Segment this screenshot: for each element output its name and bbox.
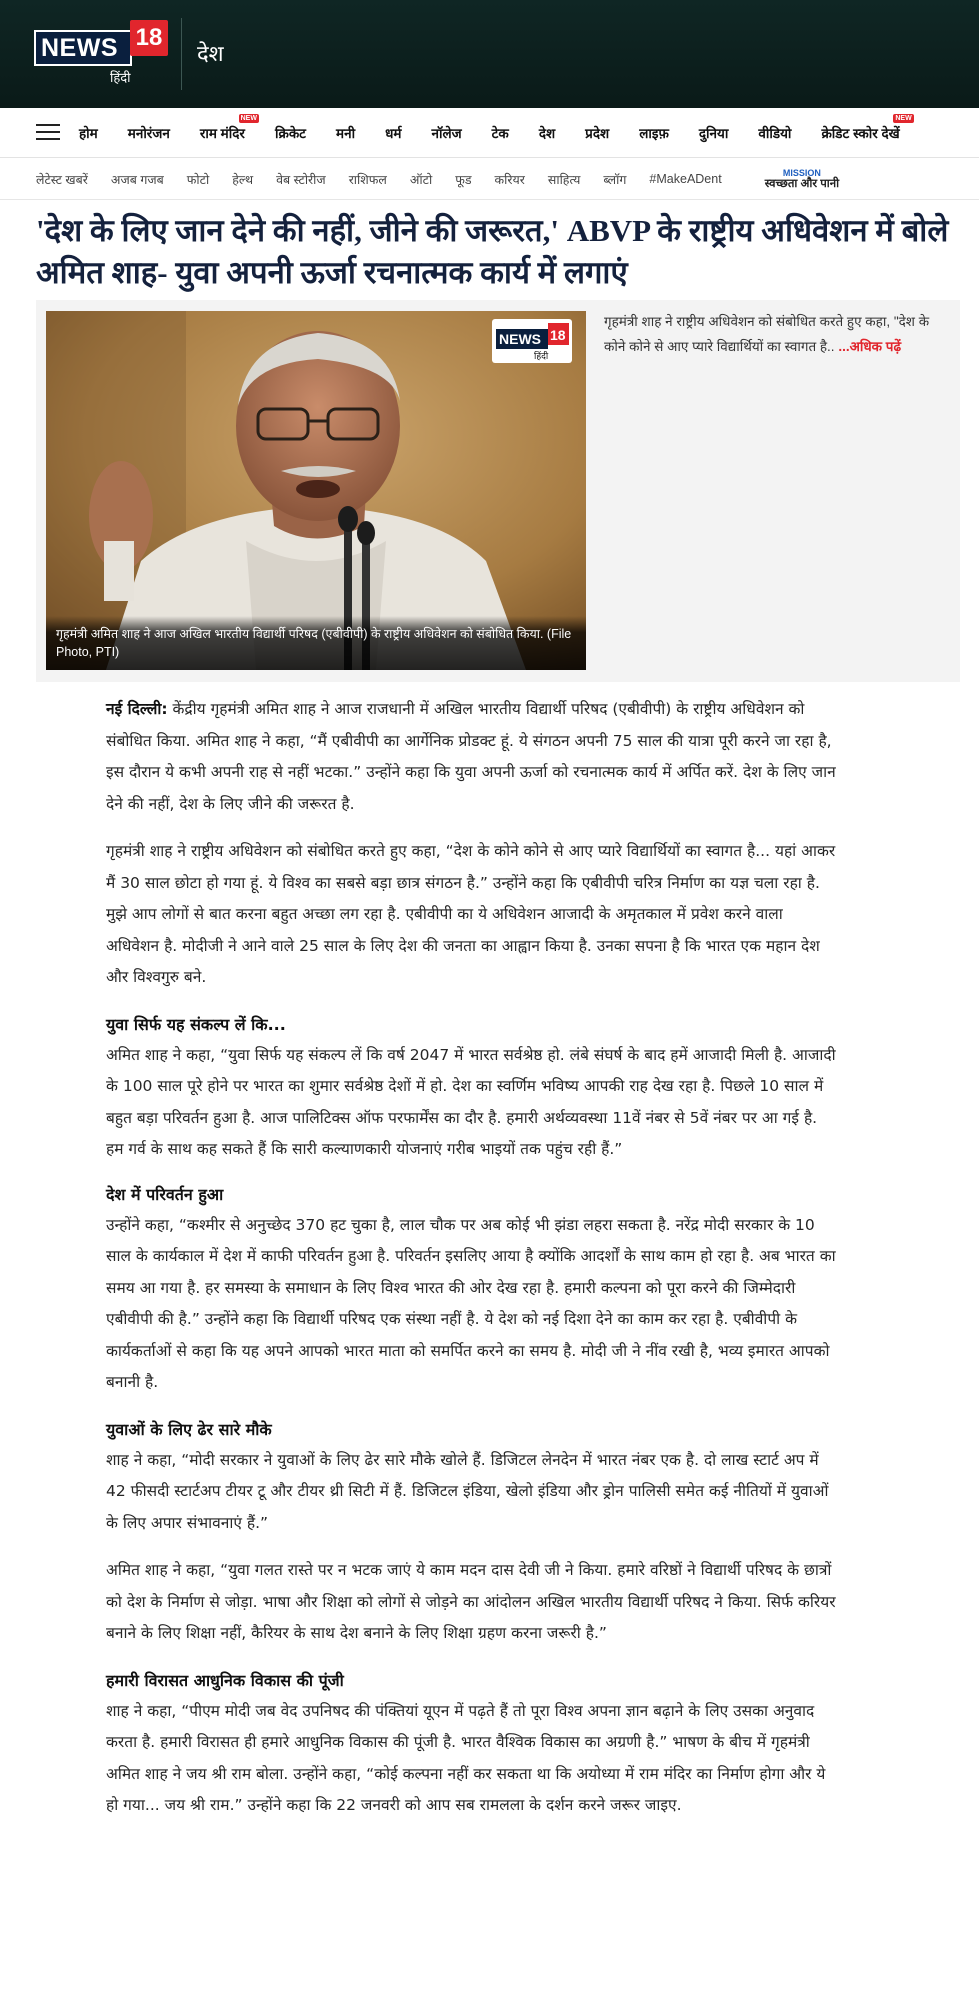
section-title[interactable]: देश [197, 41, 224, 66]
nav-item[interactable]: नॉलेज [431, 126, 462, 141]
paragraph-text: केंद्रीय गृहमंत्री अमित शाह ने आज राजधानी में अखिल भारतीय विद्यार्थी परिषद (एबीवीपी) के राष्ट्रीय अधिवेशन को संबोधित किया. अमित शाह ने कहा, “मैं एबीवीपी का आर्गेनिक प्रोडक्ट हूं. ये संगठन अपनी 75 साल की यात्रा पूरी करने जा रहा है, इस दौरान ये कभी अपनी राह से नहीं भटका.” उन्होंने कहा कि युवा अपनी ऊर्जा को रचनात्मक कार्य में अर्पित करें. देश के लिए जान देने की नहीं, देश के लिए जीने की जरूरत है. [106, 700, 836, 813]
subheading: युवा सिर्फ यह संकल्प लें कि... [106, 1014, 286, 1034]
nav-item[interactable]: दुनिया [698, 126, 729, 141]
image-watermark-logo [492, 319, 572, 363]
logo-number: 18 [130, 20, 168, 56]
article-paragraph: शाह ने कहा, “पीएम मोदी जब वेद उपनिषद की पंक्तियां यूएन में पढ़ते हैं तो पूरा विश्व अपना ज्ञान बढ़ाने के लिए उसका अनुवाद करता है. हमारी विरासत ही हमारे आधुनिक विकास की पूंजी है. भारत वैश्विक विकास का अग्रणी है.” भाषण के बीच में गृहमंत्री अमित शाह ने जय श्री राम बोला. उन्होंने कहा, “कोई कल्पना नहीं कर सकता था कि अयोध्या में राम मंदिर का निर्माण होगा और ये हो गया... जय श्री राम.” उन्होंने कहा कि 22 जनवरी को आप सब रामलला के दर्शन करने जरूर जाइए. [106, 1701, 826, 1814]
logo-wordmark: NEWS [34, 30, 132, 66]
read-more-link[interactable]: ...अधिक पढ़ें [838, 339, 902, 354]
nav-item[interactable]: प्रदेश [585, 126, 610, 141]
logo-subtitle: हिंदी [110, 70, 131, 85]
nav-item[interactable]: क्रिकेट [274, 126, 306, 141]
article-paragraph: उन्होंने कहा, “कश्मीर से अनुच्छेद 370 हट चुका है, लाल चौक पर अब कोई भी झंडा लहरा सकता है. नरेंद्र मोदी सरकार के 10 साल के कार्यकाल में देश में काफी परिवर्तन हुआ है. परिवर्तन इसलिए आया है क्योंकि आदर्शों के साथ काम हो रहा है. अब भारत का समय आ गया है. हर समस्या के समाधान के लिए विश्व भारत की ओर देख रहा है. हमारी कल्पना को पूरा करने की जिम्मेदारी एबीवीपी की है.” उन्होंने कहा कि विद्यार्थी परिषद एक संस्था नहीं है. ये देश को नई दिशा देने का काम कर रहा है. एबीवीपी के कार्यकर्ताओं से कहा कि यह अपने आपको भारत माता को समर्पित करने का समय है. मोदी जी ने नींव रखी है, भव्य इमारत आपको बनानी है. [106, 1215, 836, 1391]
subnav-item[interactable]: राशिफल [348, 172, 387, 187]
mission-link[interactable] [765, 168, 839, 190]
main-nav [0, 108, 979, 158]
svg-text:18: 18 [550, 327, 566, 343]
summary-text: गृहमंत्री शाह ने राष्ट्रीय अधिवेशन को संबोधित करते हुए कहा, "देश के कोने कोने से आए प्यारे विद्यार्थियों का स्वागत है.. [604, 314, 930, 354]
new-badge: NEW [240, 115, 257, 122]
nav-item[interactable]: धर्म [385, 126, 402, 141]
article-paragraph [106, 694, 836, 820]
nav-item[interactable]: टेक [491, 126, 509, 141]
article-headline: 'देश के लिए जान देने की नहीं, जीने की जरूरत,' ABVP के राष्ट्रीय अधिवेशन में बोले अमित शाह- युवा अपनी ऊर्जा रचनात्मक कार्य में लगाएं [36, 213, 949, 290]
subnav-item[interactable]: #MakeADent [649, 172, 722, 186]
nav-item[interactable]: देश [538, 126, 556, 141]
new-badge: NEW [895, 115, 912, 122]
article-paragraph: अमित शाह ने कहा, “युवा गलत रास्ते पर न भटक जाएं ये काम मदन दास देवी जी ने किया. हमारे वरिष्ठों ने विद्यार्थी परिषद के छात्रों को देश के निर्माण से जोड़ा. भाषा और शिक्षा को लोगों से जोड़ने का आंदोलन अखिल भारतीय विद्यार्थी परिषद ने किया. सिर्फ करियर बनाने के लिए शिक्षा नहीं, कैरियर के साथ देश बनाने के लिए शिक्षा ग्रहण करना जरूरी है.” [106, 1561, 836, 1642]
nav-item[interactable]: राम मंदिर NEW [199, 115, 257, 141]
subnav-item[interactable]: ब्लॉग [603, 172, 627, 187]
nav-item[interactable]: होम [79, 126, 98, 141]
header-divider [181, 18, 182, 90]
article-paragraph: शाह ने कहा, “मोदी सरकार ने युवाओं के लिए ढेर सारे मौके खोले हैं. डिजिटल लेनदेन में भारत नंबर एक है. दो लाख स्टार्ट अप में 42 फीसदी स्टार्टअप टीयर टू और टीयर थ्री सिटी में हैं. डिजिटल इंडिया, खेलो इंडिया और ड्रोन पालिसी समेत कई नीतियों में युवाओं के लिए अपार संभावनाएं हैं.” [106, 1450, 829, 1532]
nav-item[interactable]: मनोरंजन [127, 126, 170, 141]
svg-text:NEWS: NEWS [499, 331, 541, 347]
subnav-item[interactable]: साहित्य [547, 172, 581, 187]
svg-text:हिंदी: हिंदी [534, 351, 549, 361]
subheading: युवाओं के लिए ढेर सारे मौके [106, 1419, 272, 1439]
article-paragraph: अमित शाह ने कहा, “युवा सिर्फ यह संकल्प लें कि वर्ष 2047 में भारत सर्वश्रेष्ठ हो. लंबे संघर्ष के बाद हमें आजादी मिली है. आजादी के 100 साल पूरे होने पर भारत का शुमार सर्वश्रेष्ठ देशों में हो. देश का स्वर्णिम भविष्य आपकी राह देख रहा है. पिछले 10 साल में बहुत बड़ा परिवर्तन हुआ है. आज पालिटिक्स ऑफ परफार्मेंस का दौर है. हमारी अर्थव्यवस्था 11वें नंबर से 5वें नंबर पर आ गई है. हम गर्व के साथ कह सकते हैं कि सारी कल्याणकारी योजनाएं गरीब भाइयों तक पहुंच रही हैं.” [106, 1045, 836, 1158]
subheading: हमारी विरासत आधुनिक विकास की पूंजी [106, 1670, 344, 1690]
subnav-item[interactable]: लेटेस्ट खबरें [36, 172, 88, 187]
nav-item[interactable]: लाइफ़ [639, 126, 669, 141]
dateline: नई दिल्ली: [106, 700, 168, 718]
subnav-item[interactable]: वेब स्टोरीज [276, 172, 326, 187]
sub-nav [0, 158, 979, 200]
subnav-item[interactable]: करियर [494, 172, 525, 187]
mission-title: स्वच्छता और पानी [764, 178, 840, 190]
nav-item[interactable]: क्रेडिट स्कोर देखें NEW [821, 115, 912, 141]
subheading: देश में परिवर्तन हुआ [106, 1184, 224, 1204]
site-header [0, 0, 979, 108]
subnav-item[interactable]: ऑटो [409, 172, 433, 187]
nav-items [79, 108, 930, 158]
hero-section [36, 300, 960, 682]
menu-icon[interactable] [36, 124, 60, 140]
news18-logo[interactable] [34, 18, 168, 88]
nav-item[interactable]: वीडियो [758, 126, 792, 141]
nav-item[interactable]: मनी [336, 126, 356, 141]
article-paragraph: गृहमंत्री शाह ने राष्ट्रीय अधिवेशन को संबोधित करते हुए कहा, “देश के कोने कोने से आए प्यारे विद्यार्थियों का स्वागत है... यहां आकर मैं 30 साल छोटा हो गया हूं. ये विश्व का सबसे बड़ा छात्र संगठन है.” उन्होंने कहा कि एबीवीपी चरित्र निर्माण का यज्ञ चला रहा है. मुझे आप लोगों से बात करना बहुत अच्छा लग रहा है. एबीवीपी का ये अधिवेशन आजादी के अमृतकाल में प्रवेश करने वाला अधिवेशन है. मोदीजी ने आने वाले 25 साल के लिए देश की जनता का आह्वान किया है. उनका सपना है कि भारत एक महान देश और विश्वगुरु बने. [106, 842, 836, 986]
subnav-item[interactable]: अजब गजब [110, 172, 164, 187]
article-summary [604, 309, 944, 359]
subnav-item[interactable]: हेल्थ [232, 172, 254, 187]
image-caption: गृहमंत्री अमित शाह ने आज अखिल भारतीय विद्यार्थी परिषद (एबीवीपी) के राष्ट्रीय अधिवेशन को संबोधित किया. (File Photo, PTI) [46, 616, 586, 670]
article-body [106, 694, 836, 1838]
subnav-item[interactable]: फूड [455, 172, 472, 187]
subnav-item[interactable]: फोटो [186, 172, 210, 187]
mission-label: MISSION [782, 168, 821, 178]
subnav-items [36, 158, 839, 200]
